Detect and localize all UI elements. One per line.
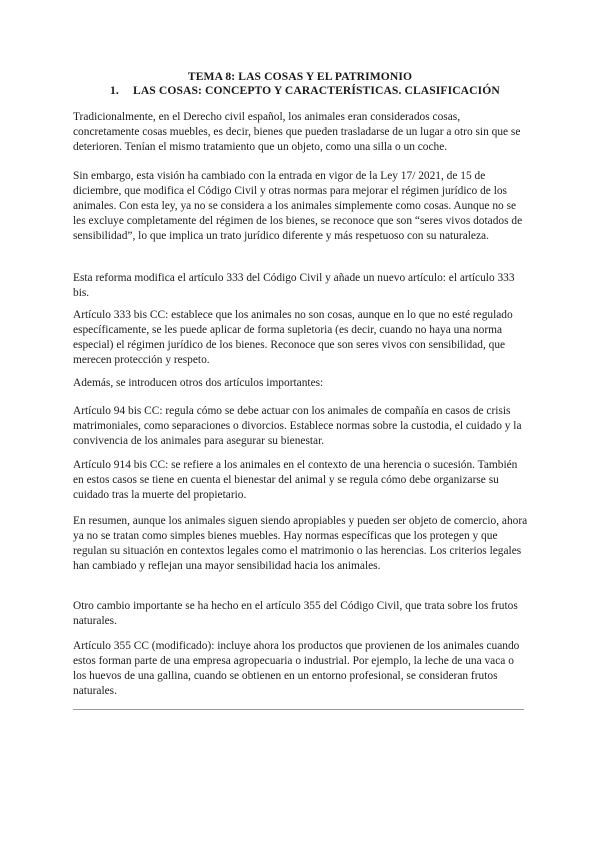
- paragraph-resumen: En resumen, aunque los animales siguen siendo apropiables y pueden ser objeto de comercio, ahora ya no se tratan como simples bienes muebles. Hay normas específicas que los protegen y que regulan su situación en contextos legales como el matrimonio o las herencias. Los criterios legales han cambiado y reflejan una mayor sensibilidad hacia los animales.: [73, 515, 528, 572]
- paragraph-articulo-914-bis: Artículo 914 bis CC: se refiere a los animales en el contexto de una herencia o sucesión. También en estos casos se tiene en cuenta el bienestar del animal y se regula cómo debe organizarse su cuidado tras la muerte del propietario.: [73, 459, 518, 501]
- section-title: LAS COSAS: CONCEPTO Y CARACTERÍSTICAS. CLASIFICACIÓN: [133, 84, 500, 97]
- paragraph-reforma-333: Esta reforma modifica el artículo 333 del Código Civil y añade un nuevo artículo: el artículo 333 bis.: [73, 272, 515, 299]
- section-number: 1.: [110, 84, 119, 97]
- paragraph-intro: Tradicionalmente, en el Derecho civil español, los animales eran considerados cosas, concretamente cosas muebles, es decir, bienes que pueden trasladarse de un lugar a otro sin que se deterioren. Tenían el mismo tratamiento que un objeto, como una silla o un coche.: [73, 111, 521, 153]
- paragraph-articulo-333-bis: Artículo 333 bis CC: establece que los animales no son cosas, aunque en lo que no esté regulado específicamente, se les puede aplicar de forma supletoria (es decir, cuando no haya una norma especial) el régimen jurídico de los bienes. Reconoce que son seres vivos con sensibilidad, que merecen protección y respeto.: [73, 309, 513, 366]
- paragraph-articulo-94-bis: Artículo 94 bis CC: regula cómo se debe actuar con los animales de compañía en casos de crisis matrimoniales, como separaciones o divorcios. Establece normas sobre la custodia, el cuidado y la convivencia de los animales para asegurar su bienestar.: [73, 405, 522, 447]
- paragraph-ley-17-2021: Sin embargo, esta visión ha cambiado con la entrada en vigor de la Ley 17/ 2021, de 15 de diciembre, que modifica el Código Civil y otras normas para mejorar el régimen jurídico de los animales. Con esta ley, ya no se considera a los animales simplemente como cosas. Aunque no se les excluye completamente del régimen de los bienes, se reconoce que son “seres vivos dotados de sensibilidad”, lo que implica un trato jurídico diferente y más respetuoso con su naturaleza.: [73, 170, 523, 242]
- document-title: TEMA 8: LAS COSAS Y EL PATRIMONIO: [187, 70, 413, 83]
- paragraph-articulo-355: Otro cambio importante se ha hecho en el artículo 355 del Código Civil, que trata sobre los frutos naturales.: [73, 600, 518, 627]
- paragraph-articulo-355-modificado: Artículo 355 CC (modificado): incluye ahora los productos que provienen de los animales cuando estos forman parte de una empresa agropecuaria o industrial. Por ejemplo, la leche de una vaca o los huevos de una gallina, cuando se obtienen en un entorno profesional, se consideran frutos naturales.: [73, 640, 520, 697]
- paragraph-otros-articulos: Además, se introducen otros dos artículos importantes:: [73, 377, 324, 389]
- section-heading: [110, 84, 530, 97]
- page-divider: [73, 709, 524, 710]
